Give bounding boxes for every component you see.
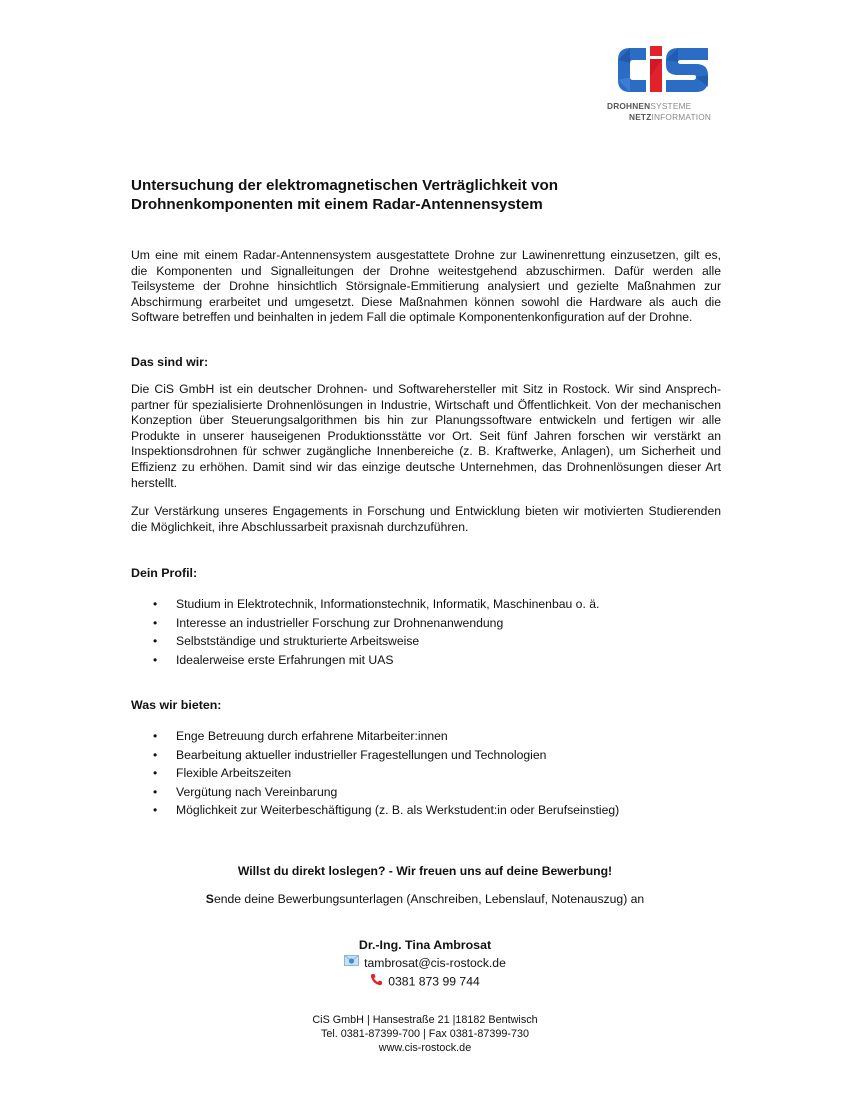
website-link[interactable]: www.cis-rostock.de — [378, 1042, 472, 1054]
list-item-text: Idealerweise erste Erfahrungen mit UAS — [176, 652, 394, 667]
contact-email-link[interactable]: tambrosat@cis-rostock.de — [364, 956, 506, 970]
list-item-text: Möglichkeit zur Weiterbeschäftigung (z. B. als Werkstudent:in oder Berufseinstieg) — [176, 803, 620, 818]
list-item-text: Flexible Arbeitszeiten — [176, 766, 292, 781]
send-initial: S — [205, 892, 214, 906]
bullet-icon: • — [153, 597, 158, 611]
cis-logo-mark — [616, 42, 712, 98]
offer-heading: Was wir bieten: — [131, 698, 222, 712]
logo-letter-i-dot — [650, 46, 662, 56]
title-line-2: Drohnenkomponenten mit einem Radar-Antennensystem — [131, 196, 543, 213]
logo-tagline-bold: NETZ — [629, 112, 652, 122]
list-item — [131, 783, 731, 802]
profile-list — [131, 595, 731, 669]
about-paragraph: Die CiS GmbH ist ein deutscher Drohnen- und Softwarehersteller mit Sitz in Rostock. Wir sind Ansprechpartner für spezialisierte Drohnenlösungen in Industrie, Wirtschaft und Öffentlichkeit. Von der mechanischen Konzeption über Steuerungsalgorithmen bis hin zur Planungssoftware entwickeln und fertigen wir alle Produkte in unserer hauseigenen Produktionsstätte vor Ort. Seit fünf Jahren forschen wir verstärkt an Inspektionsdrohnen für schwer zugängliche Innenbereiche (z. B. Kraftwerke, Anlagen), um Sicherheit und Effizienz zu erhöhen. Damit sind wir das einzige deutsche Unternehmen, das Drohnenlösungen dieser Art herstellt. — [131, 382, 721, 490]
contact-name: Dr.-Ing. Tina Ambrosat — [358, 938, 492, 952]
profile-heading: Dein Profil: — [131, 566, 198, 580]
list-item — [131, 632, 731, 651]
list-item — [131, 764, 731, 783]
list-item — [131, 727, 731, 746]
list-item-text: Vergütung nach Vereinbarung — [176, 784, 338, 799]
list-item-text: Enge Betreuung durch erfahrene Mitarbeiter:innen — [176, 729, 448, 743]
about-heading: Das sind wir: — [131, 355, 209, 369]
logo-letter-c — [618, 48, 646, 92]
intro-paragraph: Um eine mit einem Radar-Antennensystem ausgestattete Drohne zur Lawinenrettung einzusetzen, gilt es, die Komponenten und Signalleitungen der Drohne weitestgehend abzuschirmen. Dafür werden alle Teilsysteme der Drohne hinsichtlich Störsignale-Emmitierung analysiert und gezielte Maßnahmen zur Abschirmung erarbeitet und umgesetzt. Diese Maßnahmen können sowohl die Hardware als auch die Software betreffen und beinhalten in jedem Fall die optimale Komponentenkonfiguration auf der Drohne. — [131, 248, 721, 325]
bullet-icon: • — [153, 652, 158, 667]
logo-tagline-bold: DROHNEN — [607, 101, 651, 111]
contact-phone-row — [0, 974, 850, 991]
list-item-text: Selbstständige und strukturierte Arbeitsweise — [176, 634, 420, 649]
list-item — [131, 595, 731, 614]
contact-phone-number: 0381 873 99 744 — [388, 974, 480, 989]
engagement-paragraph: Zur Verstärkung unseres Engagements in Forschung und Entwicklung bieten wir motivierten Studierenden die Möglichkeit, ihre Abschlussarbeit praxisnah durchzuführen. — [131, 504, 721, 534]
bullet-icon: • — [153, 634, 158, 649]
footer-phone-fax: Tel. 0381-87399-700 | Fax 0381-87399-730 — [320, 1028, 530, 1040]
send-instructions — [0, 892, 850, 907]
contact-email-row — [0, 956, 850, 971]
document-title — [131, 176, 731, 214]
list-item-text: Studium in Elektrotechnik, Informationstechnik, Informatik, Maschinenbau o. ä. — [176, 597, 600, 611]
logo-tagline-light: INFORMATION — [651, 112, 712, 122]
list-item-text: Bearbeitung aktueller industrieller Fragestellungen und Technologien — [176, 747, 547, 762]
footer-website — [0, 1042, 850, 1055]
logo-tagline-1 — [607, 101, 691, 111]
bullet-icon: • — [153, 803, 158, 818]
envelope-icon — [344, 955, 359, 970]
bullet-icon: • — [153, 747, 158, 762]
list-item — [131, 614, 731, 633]
bullet-icon: • — [153, 784, 158, 799]
bullet-icon: • — [153, 729, 158, 743]
list-item — [131, 746, 731, 765]
bullet-icon: • — [153, 766, 158, 781]
offer-list — [131, 727, 731, 820]
call-to-action: Willst du direkt loslegen? - Wir freuen uns auf deine Bewerbung! — [237, 864, 613, 878]
list-item-text: Interesse an industrieller Forschung zur Drohnenanwendung — [176, 615, 504, 630]
logo-tagline-light: SYSTEME — [650, 101, 692, 111]
send-text: ende deine Bewerbungsunterlagen (Anschreiben, Lebenslauf, Notenauszug) an — [213, 892, 645, 906]
phone-icon — [370, 973, 383, 990]
company-logo — [604, 42, 724, 126]
logo-tagline-2 — [629, 112, 711, 122]
title-line-1: Untersuchung der elektromagnetischen Verträglichkeit von — [131, 177, 559, 194]
list-item — [131, 801, 731, 820]
list-item — [131, 651, 731, 670]
bullet-icon: • — [153, 615, 158, 630]
footer-address: CiS GmbH | Hansestraße 21 |18182 Bentwisch — [312, 1014, 538, 1026]
